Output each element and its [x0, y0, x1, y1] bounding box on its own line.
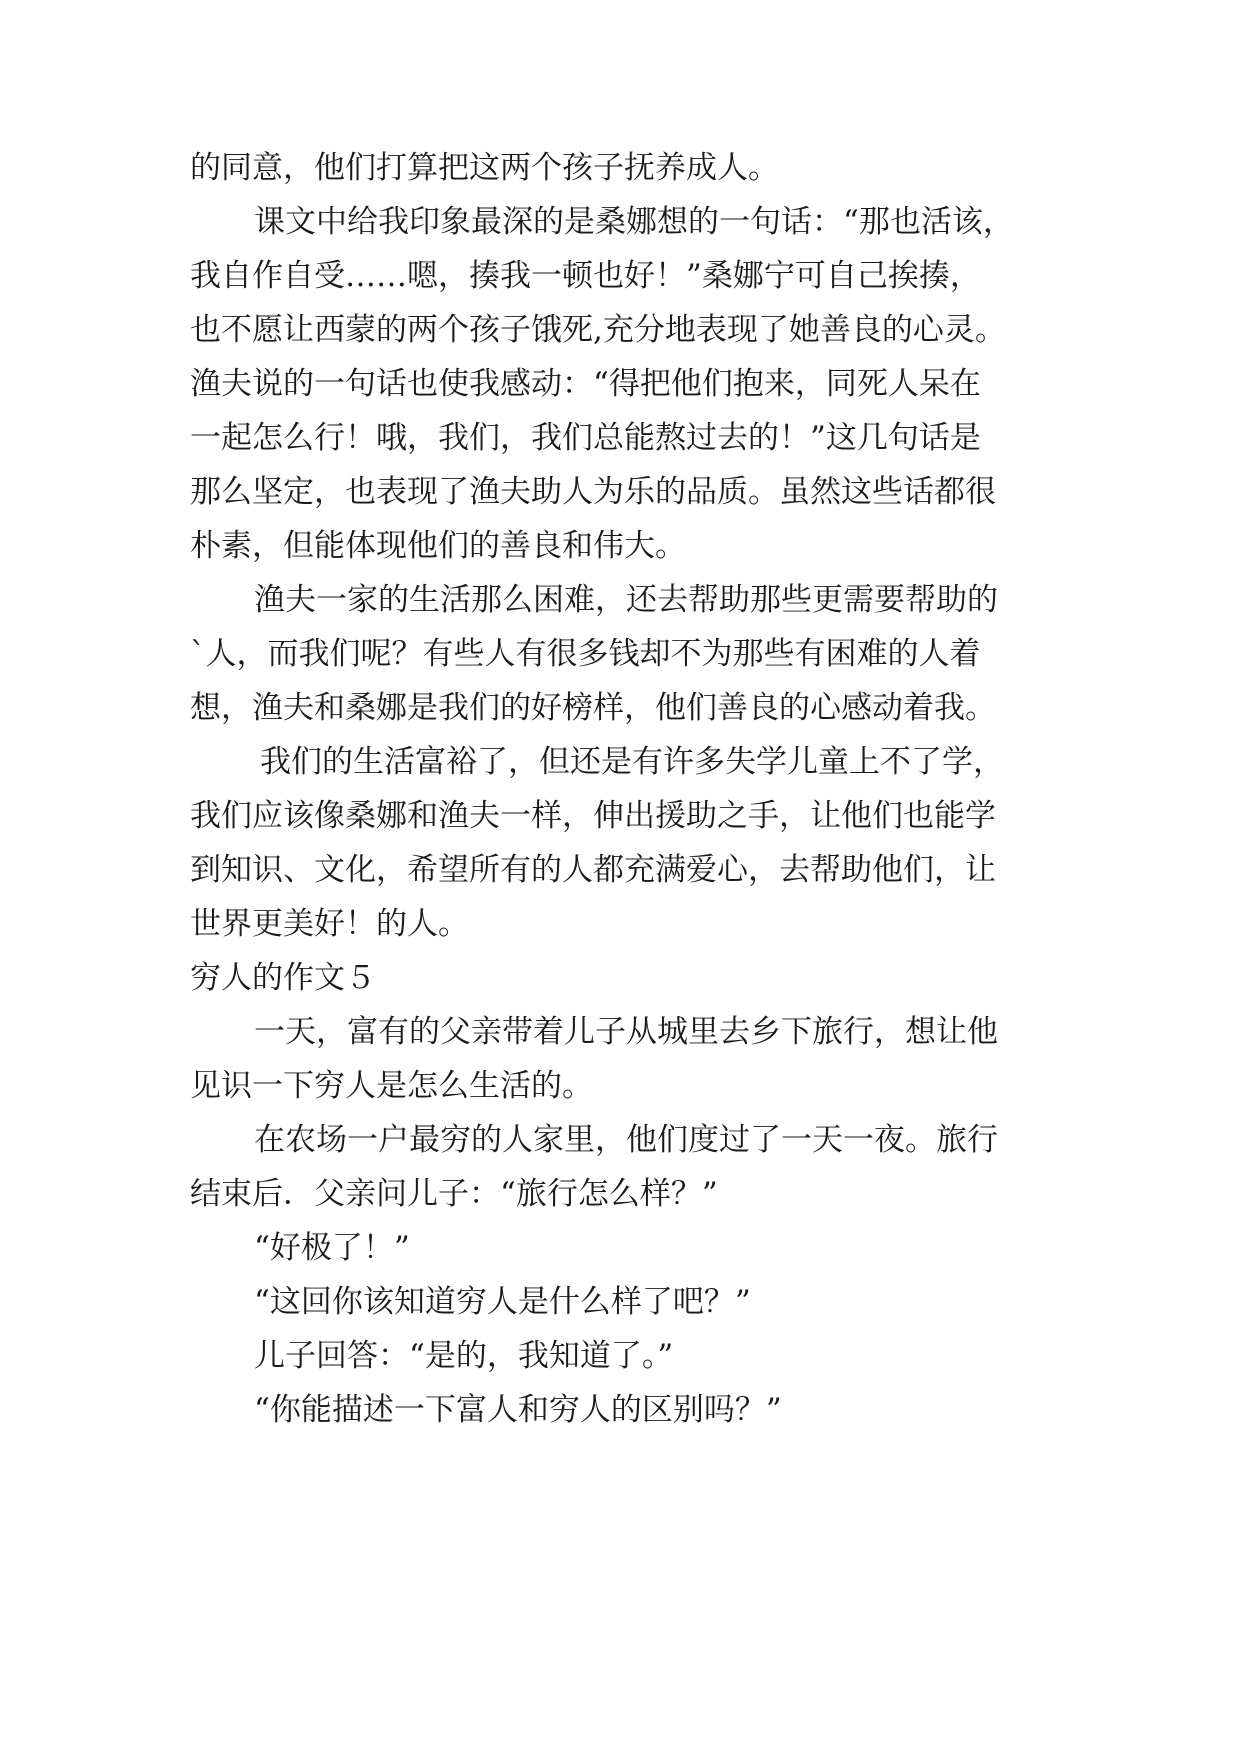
text-line: 结束后．父亲问儿子：“旅行怎么样？” — [190, 1176, 718, 1212]
text-line: 一天，富有的父亲带着儿子从城里去乡下旅行，想让他 — [254, 1014, 998, 1050]
text-line: 我们应该像桑娜和渔夫一样，伸出援助之手，让他们也能学 — [190, 798, 996, 834]
text-line: 一起怎么行！哦，我们，我们总能熬过去的！”这几句话是 — [190, 420, 981, 456]
text-line: “这回你该知道穷人是什么样了吧？” — [254, 1284, 751, 1320]
text-line: 想，渔夫和桑娜是我们的好榜样，他们善良的心感动着我。 — [190, 690, 996, 726]
text-line: 我们的生活富裕了，但还是有许多失学儿童上不了学， — [260, 744, 1004, 780]
text-line: 那么坚定，也表现了渔夫助人为乐的品质。虽然这些话都很 — [190, 474, 996, 510]
text-line: 到知识、文化，希望所有的人都充满爱心，去帮助他们，让 — [190, 852, 996, 888]
text-line: 渔夫说的一句话也使我感动：“得把他们抱来，同死人呆在 — [190, 366, 981, 402]
text-line: 儿子回答：“是的，我知道了。” — [254, 1338, 674, 1374]
text-line: “好极了！” — [254, 1230, 410, 1266]
text-line: 我自作自受……嗯，揍我一顿也好！”桑娜宁可自己挨揍， — [190, 258, 981, 294]
text-line: 在农场一户最穷的人家里，他们度过了一天一夜。旅行 — [254, 1122, 998, 1158]
text-line: 也不愿让西蒙的两个孩子饿死,充分地表现了她善良的心灵。 — [190, 312, 1006, 348]
text-line: `人，而我们呢？有些人有很多钱却不为那些有困难的人着 — [190, 636, 981, 672]
text-line: “你能描述一下富人和穷人的区别吗？” — [254, 1392, 782, 1428]
text-line: 见识一下穷人是怎么生活的。 — [190, 1068, 593, 1104]
section-heading: 穷人的作文５ — [190, 960, 376, 996]
text-line: 渔夫一家的生活那么困难，还去帮助那些更需要帮助的 — [254, 582, 998, 618]
text-line: 的同意，他们打算把这两个孩子抚养成人。 — [190, 150, 779, 186]
text-line: 课文中给我印象最深的是桑娜想的一句话：“那也活该， — [254, 204, 1014, 240]
text-line: 朴素，但能体现他们的善良和伟大。 — [190, 528, 686, 564]
text-line: 世界更美好！的人。 — [190, 906, 469, 942]
